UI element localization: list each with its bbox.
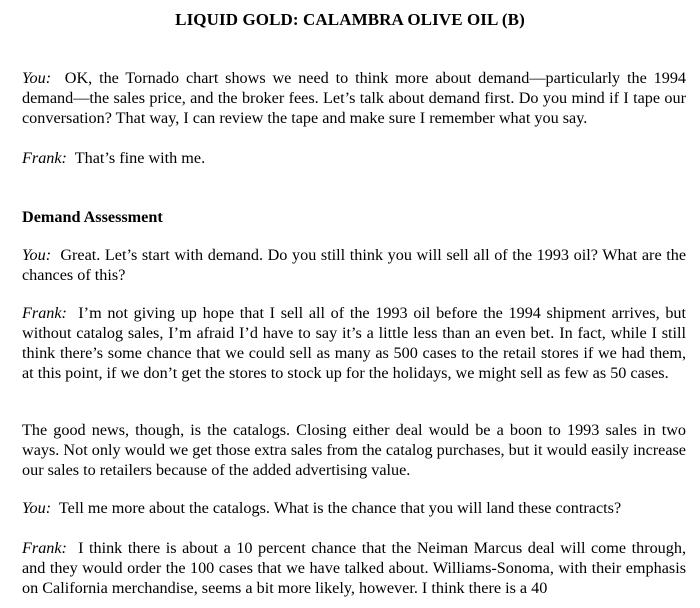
paragraph-text: The good news, though, is the catalogs. Closing either deal would be a boon to 1993 sales in two ways. Not only would we get those extra sales from the catalog purchases, but it would easily increase our sales to retailers because of the added advertising value. xyxy=(22,421,686,479)
document-title: LIQUID GOLD: CALAMBRA OLIVE OIL (B) xyxy=(175,10,525,29)
paragraph-text: I’m not giving up hope that I sell all of the 1993 oil before the 1994 shipment arrives, but without catalog sales, I’m afraid I’d have to say it’s a little less than an even bet. In fact, while I still think there’s some chance that we could sell as many as 500 cases to the retail stores if we had them, at this point, if we don’t get the stores to stock up for the holidays, we might sell as few as 50 cases. xyxy=(22,304,687,382)
paragraph-text: Great. Let’s start with demand. Do you still think you will sell all of the 1993 oil? What are the chances of this? xyxy=(22,246,687,284)
speaker-label: Frank: xyxy=(22,539,67,557)
paragraph-text: Tell me more about the catalogs. What is the chance that you will land these contracts? xyxy=(58,499,622,517)
section-heading: Demand Assessment xyxy=(22,208,163,226)
speaker-label: Frank: xyxy=(22,149,67,167)
paragraph-4 xyxy=(22,303,686,383)
paragraph-text: I think there is about a 10 percent chance that the Neiman Marcus deal will come through, and they would order the 100 cases that we have talked about. Williams-Sonoma, with their emphasis on California merchandise, seems a bit more likely, however. I think there is a 40 xyxy=(22,539,687,597)
speaker-label: You: xyxy=(22,499,52,517)
paragraph-text: OK, the Tornado chart shows we need to think more about demand—particularly the 1994 demand—the sales price, and the broker fees. Let’s talk about demand first. Do you mind if I tape our conversation? That way, I can review the tape and make sure I remember what you say. xyxy=(22,69,687,127)
paragraph-text: That’s fine with me. xyxy=(74,149,206,167)
speaker-label: You: xyxy=(22,246,52,264)
paragraph-7 xyxy=(22,538,686,598)
paragraph-5 xyxy=(22,420,686,480)
paragraph-2 xyxy=(22,148,686,168)
speaker-label: Frank: xyxy=(22,304,67,322)
paragraph-3 xyxy=(22,245,686,285)
paragraph-1 xyxy=(22,68,686,128)
paragraph-6 xyxy=(22,498,686,518)
speaker-label: You: xyxy=(22,69,52,87)
